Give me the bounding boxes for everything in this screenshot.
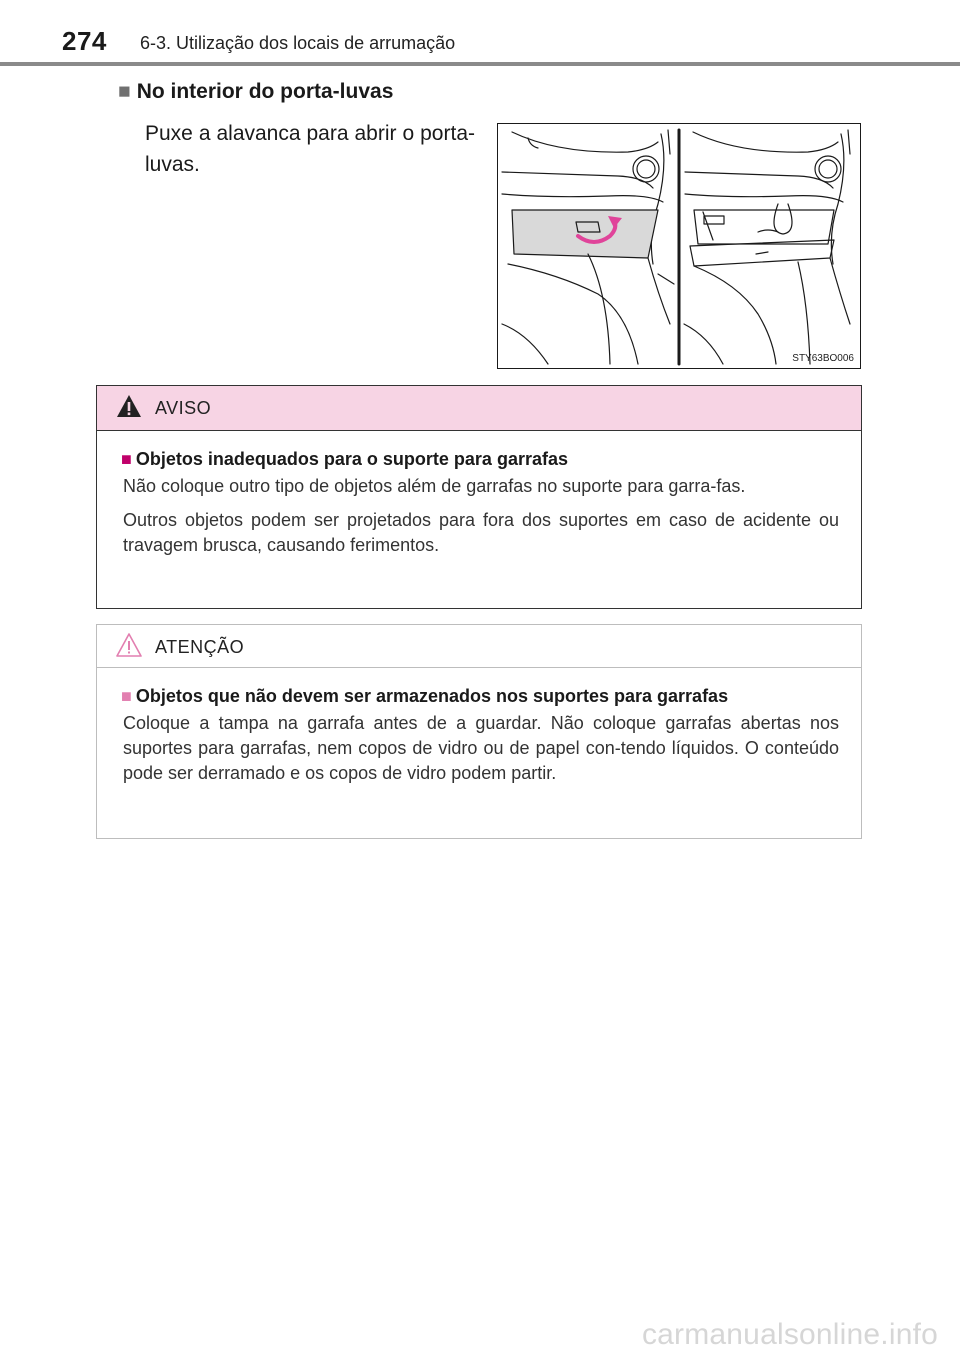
caution-icon: [115, 632, 143, 658]
section-title: [118, 80, 393, 104]
glovebox-figure: [497, 123, 861, 369]
section-bullet: ■: [118, 80, 131, 103]
warning-icon: [115, 393, 143, 419]
caution-box: [96, 624, 862, 839]
caution-paragraph: Coloque a tampa na garrafa antes de a guardar. Não coloque garrafas abertas nos suportes para garrafas, nem copos de vidro ou de papel con-tendo líquidos. O conteúdo pode ser derramado e os copos de vidro podem partir.: [123, 713, 839, 783]
intro-text: Puxe a alavanca para abrir o porta-luvas.: [145, 122, 475, 176]
warning-paragraph: Não coloque outro tipo de objetos além de garrafas no suporte para garra-fas.: [123, 476, 746, 496]
page-header: [0, 0, 960, 66]
warning-item-title-text: Objetos inadequados para o suporte para garrafas: [135, 449, 568, 469]
glovebox-lid: [512, 210, 658, 258]
warning-item-title: [121, 449, 839, 470]
warning-header: [97, 386, 861, 431]
section-title-text: No interior do porta-luvas: [136, 80, 394, 103]
figure-code: STY63BO006: [792, 353, 854, 364]
caution-item-title: [121, 686, 839, 707]
watermark: carmanualsonline.info: [641, 1318, 938, 1351]
caution-item-title-text: Objetos que não devem ser armazenados nos suportes para garrafas: [135, 686, 729, 706]
chapter-title: 6-3. Utilização dos locais de arrumação: [140, 33, 456, 53]
warning-bullet: ■: [121, 449, 132, 469]
warning-paragraph: Outros objetos podem ser projetados para fora dos suportes em caso de acidente ou travagem brusca, causando ferimentos.: [123, 510, 839, 555]
caution-bullet: ■: [121, 686, 132, 706]
caution-header: [97, 625, 861, 668]
glovebox-illustration: [498, 124, 860, 368]
header-rule: [0, 62, 960, 66]
page-number: 274: [62, 26, 107, 56]
warning-label: AVISO: [155, 398, 212, 418]
caution-label: ATENÇÃO: [155, 637, 245, 657]
warning-box: [96, 385, 862, 609]
